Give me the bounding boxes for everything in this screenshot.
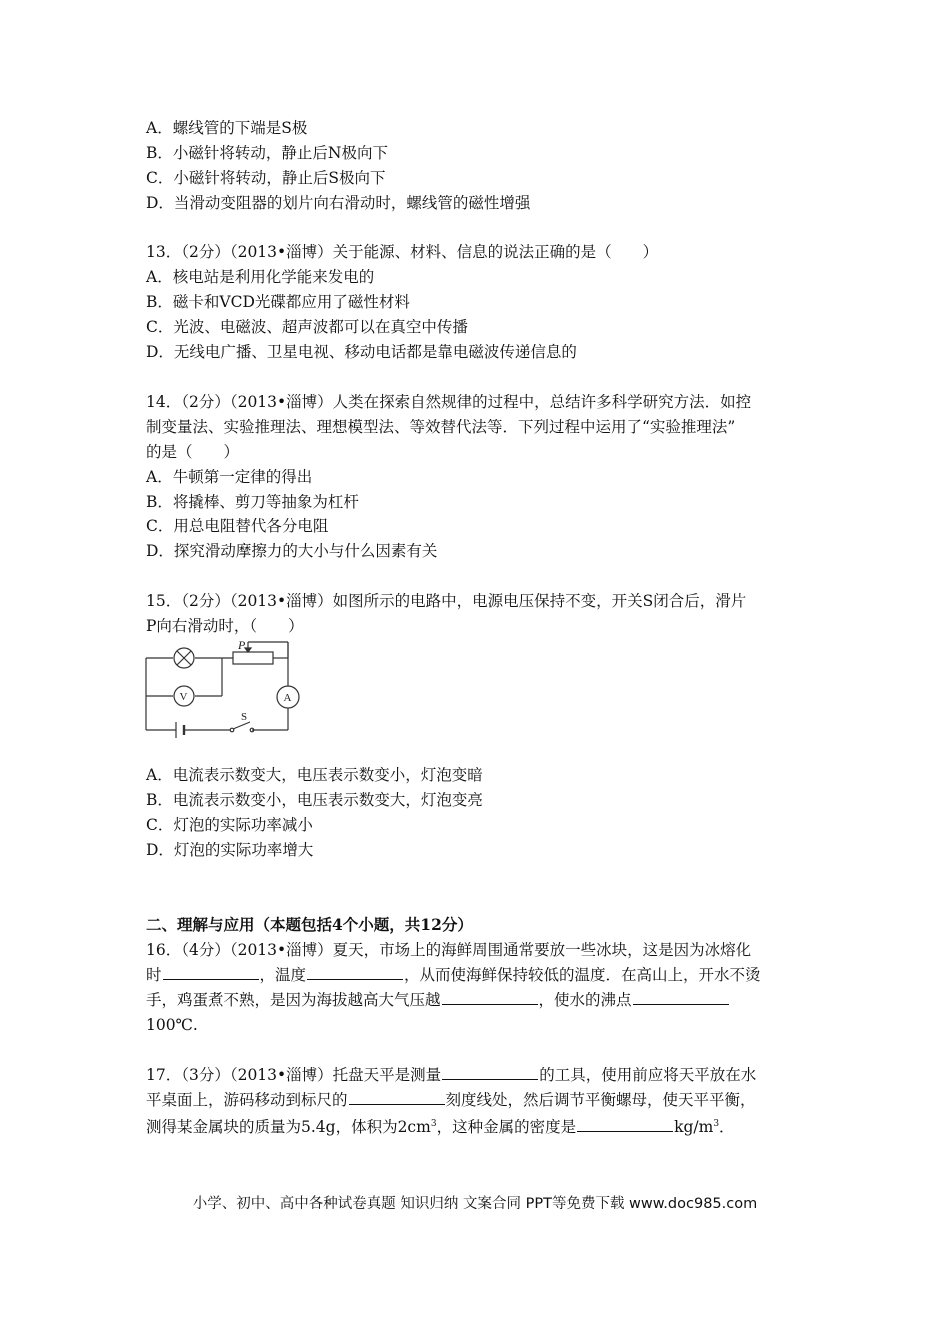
- q17-text-3d: ．: [719, 1118, 735, 1137]
- q14-stem-line2: 制变量法、实验推理法、理想模型法、等效替代法等．下列过程中运用了“实验推理法”: [146, 418, 736, 436]
- q17-sup-cm3: 3: [430, 1119, 437, 1129]
- q17-text-3c: kg/m: [674, 1118, 714, 1137]
- q14-option-a: A．牛顿第一定律的得出: [146, 468, 313, 486]
- slider-label: P: [238, 638, 246, 652]
- q17-sup-m3: 3: [713, 1119, 720, 1129]
- q13-option-a: A．核电站是利用化学能来发电的: [146, 268, 375, 286]
- q17-text-2b: 刻度线处，然后调节平衡螺母，使天平平衡，: [445, 1091, 756, 1109]
- q12-option-b: B．小磁针将转动，静止后N极向下: [146, 144, 388, 162]
- q17-line1: [146, 1065, 756, 1085]
- q13-option-c: C．光波、电磁波、超声波都可以在真空中传播: [146, 318, 468, 336]
- voltmeter-label: V: [179, 691, 188, 703]
- q17-blank-1[interactable]: [442, 1065, 538, 1080]
- q12-option-a: A．螺线管的下端是S极: [146, 119, 308, 137]
- battery-symbol: [176, 722, 184, 738]
- q17-text-1b: 的工具，使用前应将天平放在水: [539, 1066, 757, 1084]
- q13-stem: 13．（2分）（2013•淄博）关于能源、材料、信息的说法正确的是（ ）: [146, 243, 659, 261]
- q14-option-d: D．探究滑动摩擦力的大小与什么因素有关: [146, 542, 438, 560]
- q17-text-1a: 17．（3分）（2013•淄博）托盘天平是测量: [146, 1066, 442, 1084]
- q16-blank-3[interactable]: [442, 990, 538, 1005]
- q16-line4: 100℃.: [146, 1016, 198, 1034]
- footer-banner: 小学、初中、高中各种试卷真题 知识归纳 文案合同 PPT等免费下载 www.doc985.com: [192, 1196, 758, 1212]
- circuit-diagram: [140, 638, 310, 742]
- q14-stem-line3: 的是（ ）: [146, 443, 240, 461]
- q13-option-b: B．磁卡和VCD光碟都应用了磁性材料: [146, 293, 410, 311]
- section-title: 二、理解与应用（本题包括4个小题，共12分）: [146, 915, 473, 934]
- q15-stem-line1: 15．（2分）（2013•淄博）如图所示的电路中，电源电压保持不变，开关S闭合后，滑片: [146, 592, 747, 610]
- q16-line3: [146, 990, 730, 1010]
- q16-text-3b: ，使水的沸点: [538, 991, 632, 1009]
- q16-text-2a: 时: [146, 966, 162, 984]
- q14-option-b: B．将撬棒、剪刀等抽象为杠杆: [146, 493, 359, 511]
- ammeter-label: A: [283, 692, 292, 704]
- q14-option-c: C．用总电阻替代各分电阻: [146, 517, 329, 535]
- q12-option-d: D．当滑动变阻器的划片向右滑动时，螺线管的磁性增强: [146, 194, 531, 212]
- q16-blank-2[interactable]: [307, 965, 403, 980]
- q15-option-b: B．电流表示数变小，电压表示数变大，灯泡变亮: [146, 791, 483, 809]
- q13-option-d: D．无线电广播、卫星电视、移动电话都是靠电磁波传递信息的: [146, 343, 577, 361]
- q16-blank-4[interactable]: [633, 990, 729, 1005]
- switch-symbol: [230, 722, 254, 732]
- q15-option-d: D．灯泡的实际功率增大: [146, 841, 314, 859]
- q17-text-2a: 平桌面上，游码移动到标尺的: [146, 1091, 348, 1109]
- voltmeter-symbol: [174, 686, 194, 706]
- q16-line1: 16．（4分）（2013•淄博）夏天，市场上的海鲜周围通常要放一些冰块，这是因为冰熔化: [146, 941, 752, 959]
- q17-blank-2[interactable]: [349, 1090, 445, 1105]
- q16-blank-1[interactable]: [163, 965, 259, 980]
- q15-option-a: A．电流表示数变大，电压表示数变小，灯泡变暗: [146, 766, 483, 784]
- q12-option-c: C．小磁针将转动，静止后S极向下: [146, 169, 386, 187]
- q16-line2: [146, 965, 761, 985]
- q17-text-3b: ，这种金属的密度是: [436, 1118, 577, 1137]
- q16-text-3a: 手，鸡蛋煮不熟，是因为海拔越高大气压越: [146, 991, 441, 1009]
- ammeter-symbol: [277, 686, 299, 708]
- q15-option-c: C．灯泡的实际功率减小: [146, 816, 313, 834]
- switch-label: S: [241, 711, 248, 723]
- q17-blank-3[interactable]: [577, 1117, 673, 1132]
- q17-line3: [146, 1114, 735, 1137]
- q14-stem-line1: 14．（2分）（2013•淄博）人类在探索自然规律的过程中，总结许多科学研究方法．如控: [146, 393, 752, 411]
- q16-text-2c: ，从而使海鲜保持较低的温度．在高山上，开水不烫: [404, 966, 761, 984]
- q17-line2: [146, 1090, 756, 1110]
- q17-text-3a: 测得某金属块的质量为5.4g，体积为2cm: [146, 1118, 431, 1137]
- q15-stem-line2: P向右滑动时，（ ）: [146, 617, 304, 635]
- lamp-symbol: [174, 648, 194, 668]
- q16-text-2b: ，温度: [259, 966, 307, 984]
